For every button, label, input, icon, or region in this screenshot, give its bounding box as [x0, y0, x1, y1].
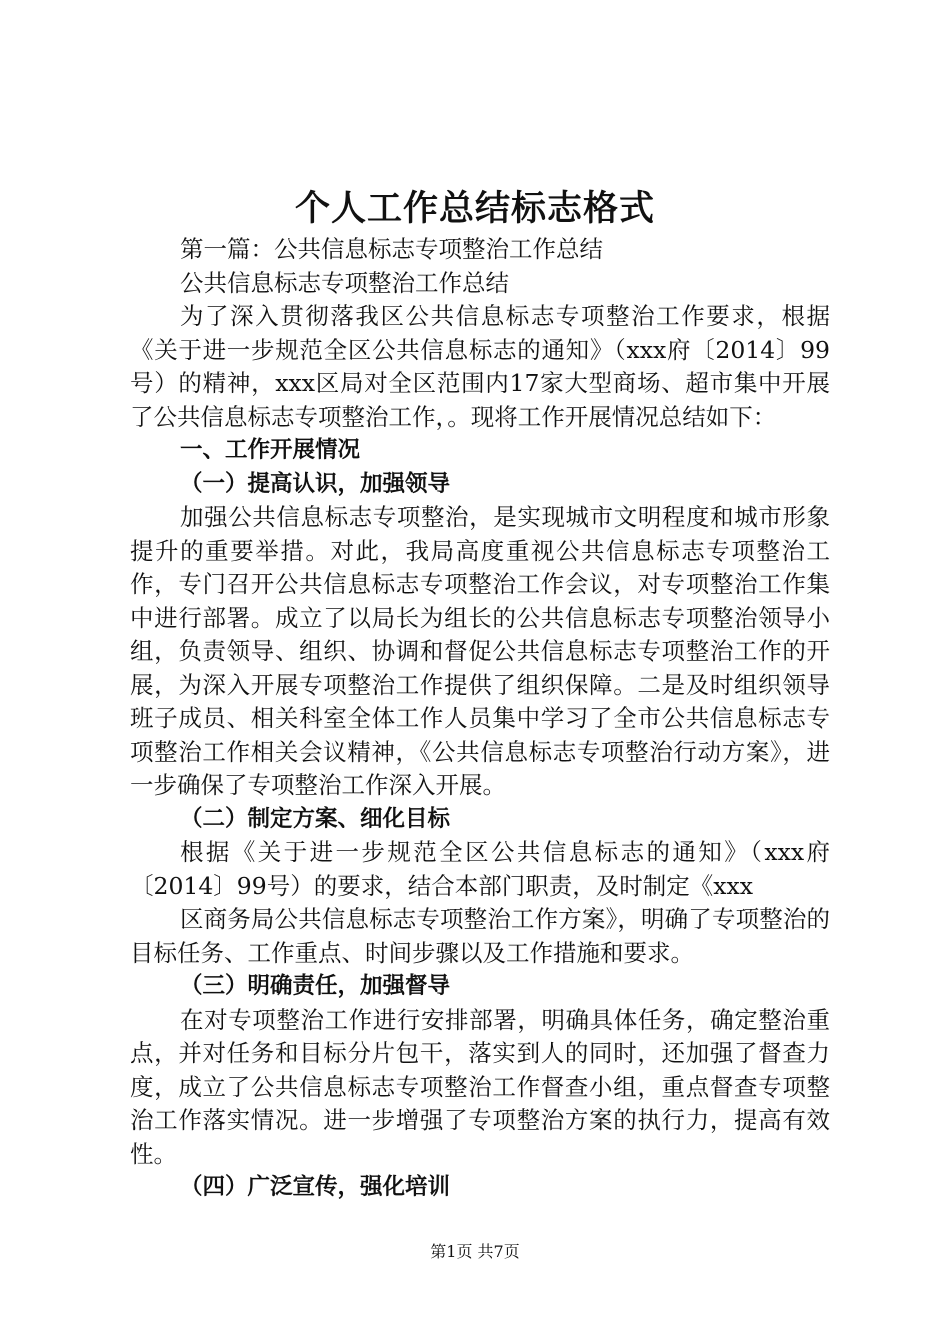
subsection-heading-4: （四）广泛宣传，强化培训 — [180, 1174, 451, 1200]
paragraph-2b: 区商务局公共信息标志专项整治工作方案》，明确了专项整治的目标任务、工作重点、时间步骤以及工作措施和要求。 — [130, 905, 830, 967]
part-heading: 第一篇：公共信息标志专项整治工作总结 — [180, 235, 603, 263]
document-title: 个人工作总结标志格式 — [294, 189, 655, 229]
page-number-footer: 第1页 共7页 — [430, 1242, 520, 1261]
paragraph-1: 加强公共信息标志专项整治，是实现城市文明程度和城市形象提升的重要举措。对此，我局高度重视公共信息标志专项整治工作，专门召开公共信息标志专项整治工作会议，对专项整治工作集中进行部署。成立了以局长为组长的公共信息标志专项整治领导小组，负责领导、组织、协调和督促公共信息标志专项整治工作的开展，为深入开展专项整治工作提供了组织保障。二是及时组织领导班子成员、相关科室全体工作人员集中学习了全市公共信息标志专项整治工作相关会议精神，《公共信息标志专项整治行动方案》，进一步确保了专项整治工作深入开展。 — [130, 503, 830, 799]
section-heading-1: 一、工作开展情况 — [180, 437, 361, 463]
subsection-heading-2: （二）制定方案、细化目标 — [180, 805, 451, 832]
subsection-heading-3: （三）明确责任，加强督导 — [180, 973, 451, 999]
subsection-heading-1: （一）提高认识，加强领导 — [180, 470, 451, 497]
document-body — [130, 233, 830, 1205]
intro-paragraph: 为了深入贯彻落我区公共信息标志专项整治工作要求，根据《关于进一步规范全区公共信息标志的通知》（xxx府〔2014〕99号）的精神，xxx区局对全区范围内17家大型商场、超市集中开展了公共信息标志专项整治工作，。现将工作开展情况总结如下： — [130, 302, 830, 431]
sub-heading: 公共信息标志专项整治工作总结 — [180, 268, 509, 297]
paragraph-2a: 根据《关于进一步规范全区公共信息标志的通知》（xxx府〔2014〕99号）的要求，结合本部门职责，及时制定《xxx — [130, 838, 830, 900]
paragraph-3: 在对专项整治工作进行安排部署，明确具体任务，确定整治重点，并对任务和目标分片包干，落实到人的同时，还加强了督查力度，成立了公共信息标志专项整治工作督查小组，重点督查专项整治工作落实情况。进一步增强了专项整治方案的执行力，提高有效性。 — [130, 1005, 830, 1168]
